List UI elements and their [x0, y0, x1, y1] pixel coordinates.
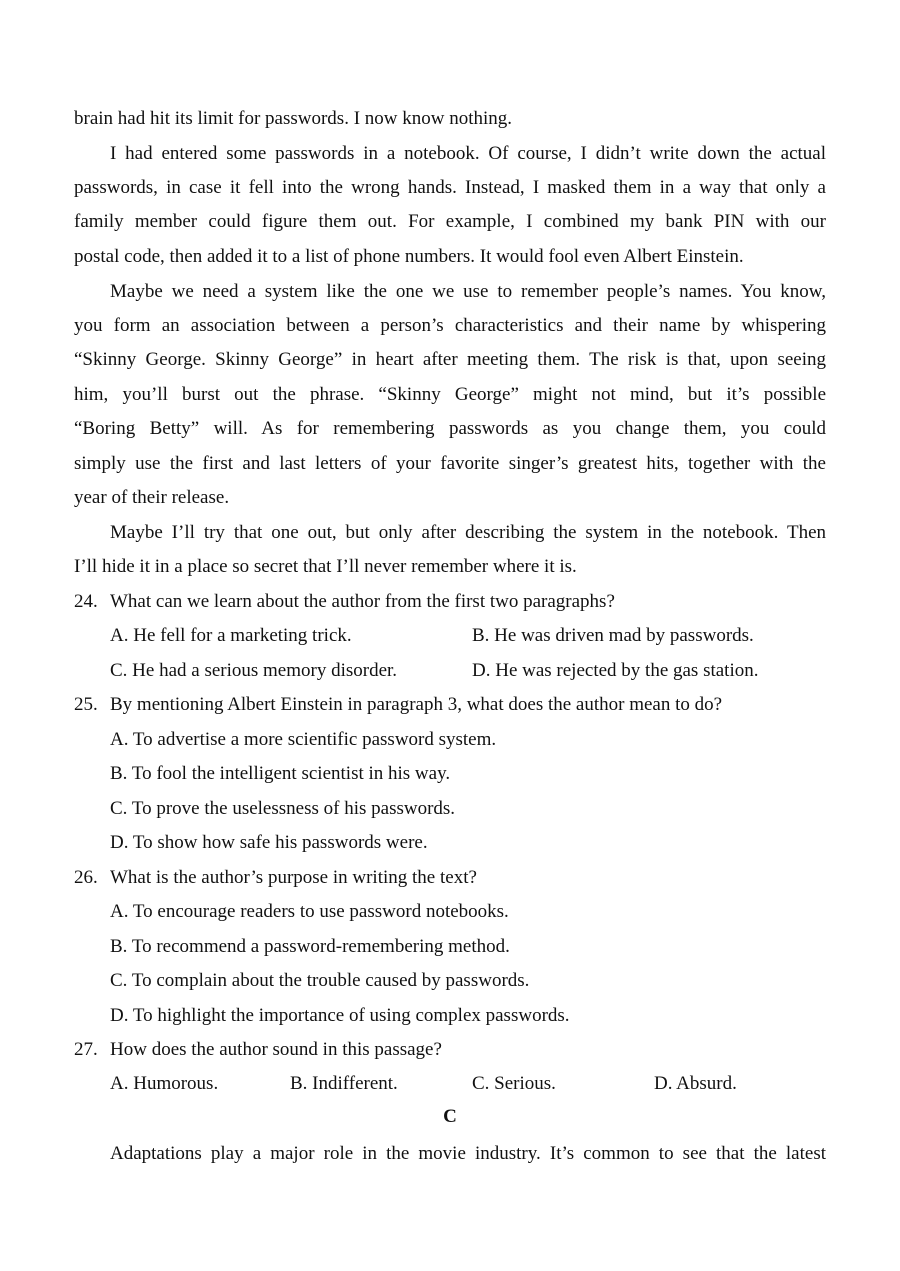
question-text: By mentioning Albert Einstein in paragraph 3, what does the author mean to do? — [110, 694, 723, 715]
option-d: D. To highlight the importance of using complex passwords. — [110, 1005, 570, 1026]
option-a: A. To advertise a more scientific password system. — [110, 729, 497, 750]
passage-line: year of their release. — [74, 487, 230, 508]
passage-line: Adaptations play a major role in the movie industry. It’s common to see that the latest — [110, 1143, 826, 1164]
question-number: 26. — [74, 867, 98, 888]
option-c: C. Serious. — [472, 1073, 556, 1094]
option-b: B. He was driven mad by passwords. — [472, 625, 754, 646]
option-b: B. To recommend a password-remembering method. — [110, 936, 510, 957]
passage-line: you form an association between a person’s characteristics and their name by whispering — [74, 315, 826, 336]
passage-line: brain had hit its limit for passwords. I now know nothing. — [74, 108, 513, 129]
option-a: A. Humorous. — [110, 1073, 219, 1094]
passage-line: postal code, then added it to a list of phone numbers. It would fool even Albert Einstein. — [74, 246, 744, 267]
option-c: C. To prove the uselessness of his passwords. — [110, 798, 456, 819]
passage-line: simply use the first and last letters of your favorite singer’s greatest hits, together with the — [74, 453, 826, 474]
option-d: D. To show how safe his passwords were. — [110, 832, 428, 853]
passage-line: family member could figure them out. For example, I combined my bank PIN with our — [74, 211, 826, 232]
passage-line: I had entered some passwords in a notebook. Of course, I didn’t write down the actual — [110, 143, 826, 164]
option-b: B. To fool the intelligent scientist in his way. — [110, 763, 451, 784]
passage-line: Maybe we need a system like the one we use to remember people’s names. You know, — [110, 281, 826, 302]
passage-line: passwords, in case it fell into the wrong hands. Instead, I masked them in a way that only a — [74, 177, 826, 198]
passage-line: “Skinny George. Skinny George” in heart after meeting them. The risk is that, upon seeing — [74, 349, 826, 370]
option-d: D. He was rejected by the gas station. — [472, 660, 759, 681]
question-number: 25. — [74, 694, 98, 715]
option-c: C. He had a serious memory disorder. — [110, 660, 398, 681]
passage-line: I’ll hide it in a place so secret that I’ll never remember where it is. — [74, 556, 577, 577]
option-a: A. To encourage readers to use password notebooks. — [110, 901, 509, 922]
question-text: What can we learn about the author from the first two paragraphs? — [110, 591, 615, 612]
question-text: How does the author sound in this passage? — [110, 1039, 442, 1060]
option-b: B. Indifferent. — [290, 1073, 398, 1094]
option-c: C. To complain about the trouble caused by passwords. — [110, 970, 530, 991]
option-d: D. Absurd. — [654, 1073, 737, 1094]
question-number: 24. — [74, 591, 98, 612]
question-number: 27. — [74, 1039, 98, 1060]
option-a: A. He fell for a marketing trick. — [110, 625, 352, 646]
section-heading: C — [443, 1106, 457, 1127]
passage-line: “Boring Betty” will. As for remembering passwords as you change them, you could — [74, 418, 826, 439]
passage-line: Maybe I’ll try that one out, but only after describing the system in the notebook. Then — [110, 522, 826, 543]
question-text: What is the author’s purpose in writing the text? — [110, 867, 477, 888]
passage-line: him, you’ll burst out the phrase. “Skinny George” might not mind, but it’s possible — [74, 384, 826, 405]
